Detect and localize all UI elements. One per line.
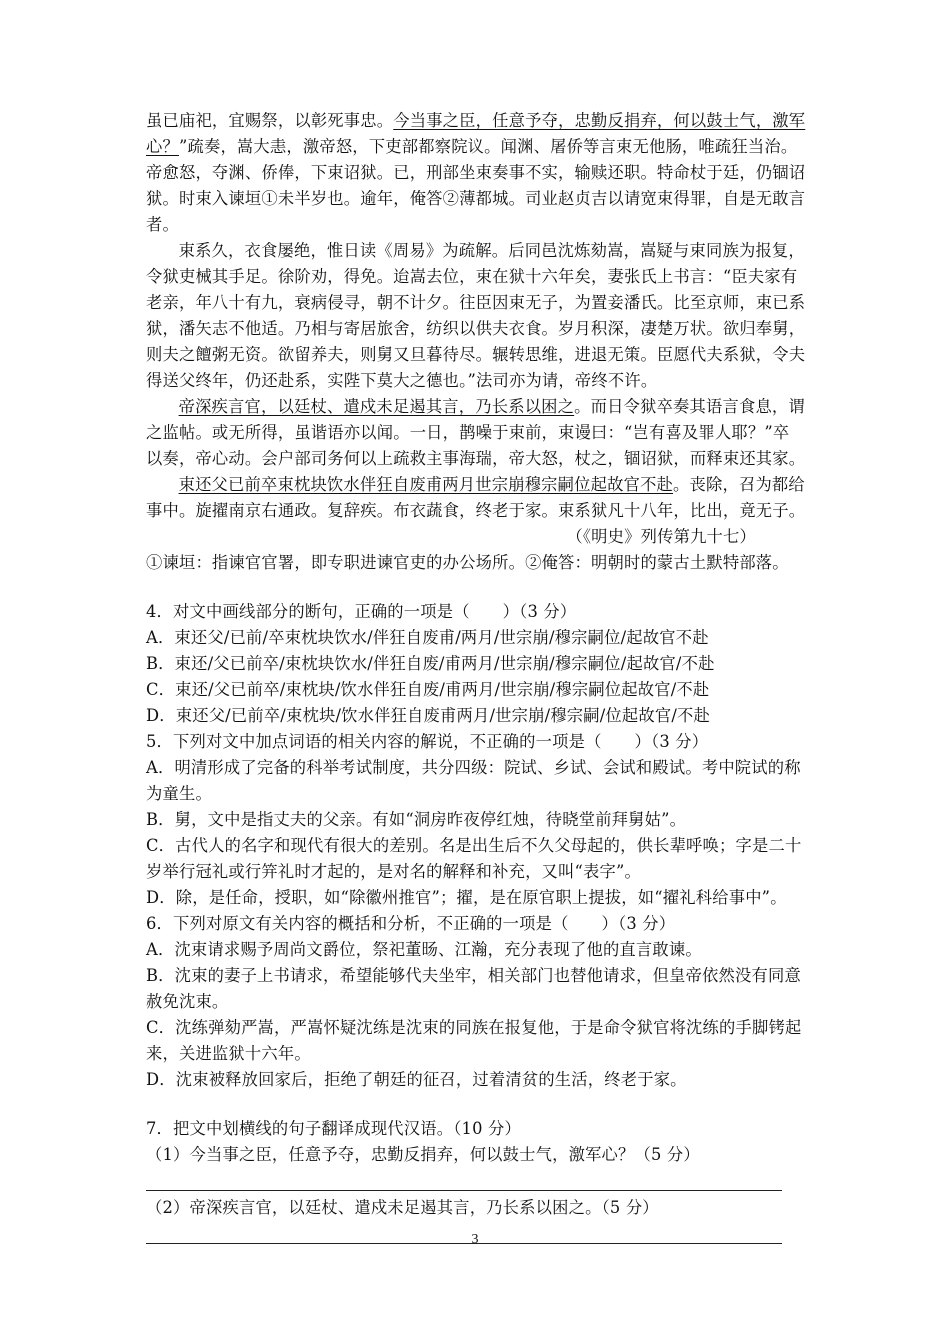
q4-option-c: C．束还/父已前卒/束枕块/饮水伴狂自废/甫两月/世宗崩/穆宗嗣位起故官/不赴 — [146, 680, 710, 699]
passage-line: 老亲，年八十有九，衰病侵寻，朝不计夕。往臣因束无子，为置妾潘氏。比至京师，束已系 — [146, 293, 806, 312]
q7-sentence-2: （2）帝深疾言官，以廷杖、遣戍未足遏其言，乃长系以困之。（5 分） — [146, 1198, 659, 1217]
passage-line: 狱。时束入谏垣①未半岁也。逾年，俺答②薄都城。司业赵贞吉以请宽束得罪，自是无敢言 — [146, 189, 806, 208]
passage-source: （《明史》列传第九十七） — [566, 527, 756, 546]
question-6-stem: 6．下列对原文有关内容的概括和分析，不正确的一项是（ ）（3 分） — [146, 914, 676, 933]
passage-line: 者。 — [146, 215, 179, 234]
q6-option-c: C．沈练弹劾严嵩，严嵩怀疑沈练是沈束的同族在报复他，于是命令狱官将沈练的手脚铐起 — [146, 1018, 802, 1037]
passage-line: 则夫之饘粥无资。欲留养夫，则舅又旦暮待尽。辗转思维，进退无策。臣愿代夫系狱，令夫 — [146, 345, 806, 364]
passage-line: 得送父终年，仍还赴系，实陛下莫大之德也。”法司亦为请，帝终不许。 — [146, 371, 658, 390]
q5-option-a-cont: 为童生。 — [146, 784, 212, 803]
q6-option-b: B．沈束的妻子上书请求，希望能够代夫坐牢，相关部门也替他请求，但皇帝依然没有同意 — [146, 966, 801, 985]
q7-sentence-1: （1）今当事之臣，任意予夺，忠勤反捐弃，何以鼓士气，激军心？（5 分） — [146, 1145, 700, 1164]
document-body — [146, 108, 816, 1248]
underlined-sentence: 帝深疾言官，以廷杖、遣戍未足遏其言，乃长系以困之 — [178, 397, 575, 416]
q4-option-a: A．束还父/已前/卒束枕块饮水/伴狂自废甫/两月/世宗崩/穆宗嗣位/起故官不赴 — [146, 628, 709, 647]
passage-line: 之监帖。或无所得，虽谐语亦以闻。一日，鹊噪于束前，束谩曰：“岂有喜及罪人耶？”卒 — [146, 423, 790, 442]
underlined-sentence: 今当事之臣，任意予夺，忠勤反捐弃，何以鼓士气，激军 — [393, 111, 806, 130]
q6-option-d: D．沈束被释放回家后，拒绝了朝廷的征召，过着清贫的生活，终老于家。 — [146, 1070, 687, 1089]
question-4-stem: 4．对文中画线部分的断句，正确的一项是（ ）（3 分） — [146, 602, 577, 621]
q5-option-b: B．舅，文中是指丈夫的父亲。有如“洞房昨夜停红烛，待晓堂前拜舅姑”。 — [146, 810, 687, 829]
passage-line: 令狱吏械其手足。徐阶劝，得免。迨嵩去位，束在狱十六年矣，妻张氏上书言：“臣夫家有 — [146, 267, 798, 286]
passage-line: 虽已庙祀，宜赐祭，以彰死事忠。今当事之臣，任意予夺，忠勤反捐弃，何以鼓士气，激军 — [146, 111, 806, 130]
underlined-sentence: 束还父已前卒束枕块饮水伴狂自废甫两月世宗崩穆宗嗣位起故官不赴 — [178, 475, 674, 494]
q4-option-b: B．束还/父已前卒/束枕块饮水/伴狂自废/甫两月/世宗崩/穆宗嗣位/起故官/不赴 — [146, 654, 715, 673]
passage-line: 帝深疾言官，以廷杖、遣戍未足遏其言，乃长系以困之。而日令狱卒奏其语言食息，谓 — [178, 397, 805, 416]
footnotes: ①谏垣：指谏官官署，即专职进谏官吏的办公场所。②俺答：明朝时的蒙古土默特部落。 — [146, 553, 789, 572]
q6-option-a: A．沈束请求赐予周尚文爵位，祭祀董旸、江瀚，充分表现了他的直言敢谏。 — [146, 940, 702, 959]
question-7-stem: 7．把文中划横线的句子翻译成现代汉语。（10 分） — [146, 1119, 522, 1138]
page-number: 3 — [471, 1232, 479, 1247]
q6-option-b-cont: 赦免沈束。 — [146, 992, 229, 1011]
question-5-stem: 5．下列对文中加点词语的相关内容的解说，不正确的一项是（ ）（3 分） — [146, 732, 709, 751]
passage-line: 束还父已前卒束枕块饮水伴狂自废甫两月世宗崩穆宗嗣位起故官不赴。丧除，召为都给 — [178, 475, 805, 494]
passage-line: 帝愈怒，夺渊、侨俸，下束诏狱。已，刑部坐束奏事不实，输赎还职。特命杖于廷，仍锢诏 — [146, 163, 806, 182]
answer-line[interactable] — [146, 1168, 782, 1191]
passage-line: 束系久，衣食屡绝，惟日读《周易》为疏解。后同邑沈炼劾嵩，嵩疑与束同族为报复， — [178, 241, 805, 260]
passage-line: 狱，潘矢志不他适。乃相与寄居旅舍，纺织以供夫衣食。岁月积深，凄楚万状。欲归奉舅， — [146, 319, 806, 338]
passage-line: 事中。旋擢南京右通政。复辞疾。布衣蔬食，终老于家。束系狱凡十八年，比出，竟无子。 — [146, 501, 806, 520]
passage-line: 以奏，帝心动。会户部司务何以上疏救主事海瑞，帝大怒，杖之，锢诏狱，而释束还其家。 — [146, 449, 806, 468]
q6-option-c-cont: 来，关进监狱十六年。 — [146, 1044, 311, 1063]
passage-line: 心？”疏奏，嵩大恚，激帝怒，下吏部都察院议。闻渊、屠侨等言束无他肠，唯疏狂当治。 — [146, 137, 798, 156]
q5-option-d: D．除，是任命，授职，如“除徽州推官”；擢，是在原官职上提拔，如“擢礼科给事中”。 — [146, 888, 787, 907]
underlined-sentence: 心？ — [146, 137, 179, 156]
q5-option-a: A．明清形成了完备的科举考试制度，共分四级：院试、乡试、会试和殿试。考中院试的称 — [146, 758, 801, 777]
q5-option-c: C．古代人的名字和现代有很大的差别。名是出生后不久父母起的，供长辈呼唤；字是二十 — [146, 836, 802, 855]
q4-option-d: D．束还父/已前卒/束枕块/饮水伴狂自废甫两月/世宗崩/穆宗嗣/位起故官/不赴 — [146, 706, 710, 725]
q5-option-c-cont: 岁举行冠礼或行笄礼时才起的，是对名的解释和补充，又叫“表字”。 — [146, 862, 642, 881]
